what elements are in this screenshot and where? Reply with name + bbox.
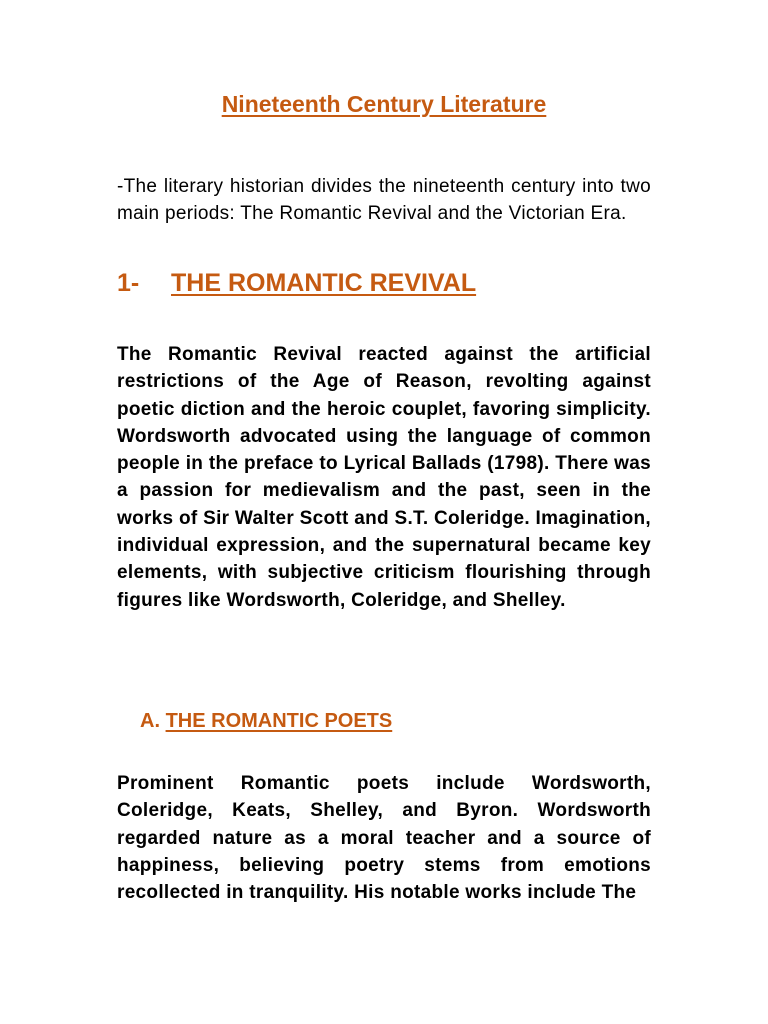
intro-paragraph: -The literary historian divides the nineteenth century into two main periods: The Romantic Revival and the Victorian Era.	[117, 176, 651, 224]
romantic-revival-paragraph: The Romantic Revival reacted against the artificial restrictions of the Age of Reason, revolting against poetic diction and the heroic couplet, favoring simplicity. Wordsworth advocated using the language of common people in the preface to Lyrical Ballads (1798). There was a passion for medievalism and the past, seen in the works of Sir Walter Scott and S.T. Coleridge. Imagination, individual expression, and the supernatural became key elements, with subjective criticism flourishing through figures like Wordsworth, Coleridge, and Shelley.	[117, 344, 651, 611]
subsection-label: A.	[140, 710, 160, 732]
subsection-heading-romantic-poets	[140, 706, 392, 736]
section-heading-text: THE ROMANTIC REVIVAL	[171, 269, 477, 297]
section-heading-romantic-revival	[117, 266, 476, 300]
subsection-heading-text: THE ROMANTIC POETS	[165, 710, 393, 732]
document-title	[0, 88, 768, 120]
romantic-poets-paragraph: Prominent Romantic poets include Wordsworth, Coleridge, Keats, Shelley, and Byron. Wordsworth regarded nature as a moral teacher and a source of happiness, believing poetry stems from emotions recollected in tranquility. His notable works include The	[117, 773, 651, 904]
document-title-text: Nineteenth Century Literature	[221, 91, 547, 117]
section-number: 1-	[117, 269, 140, 297]
